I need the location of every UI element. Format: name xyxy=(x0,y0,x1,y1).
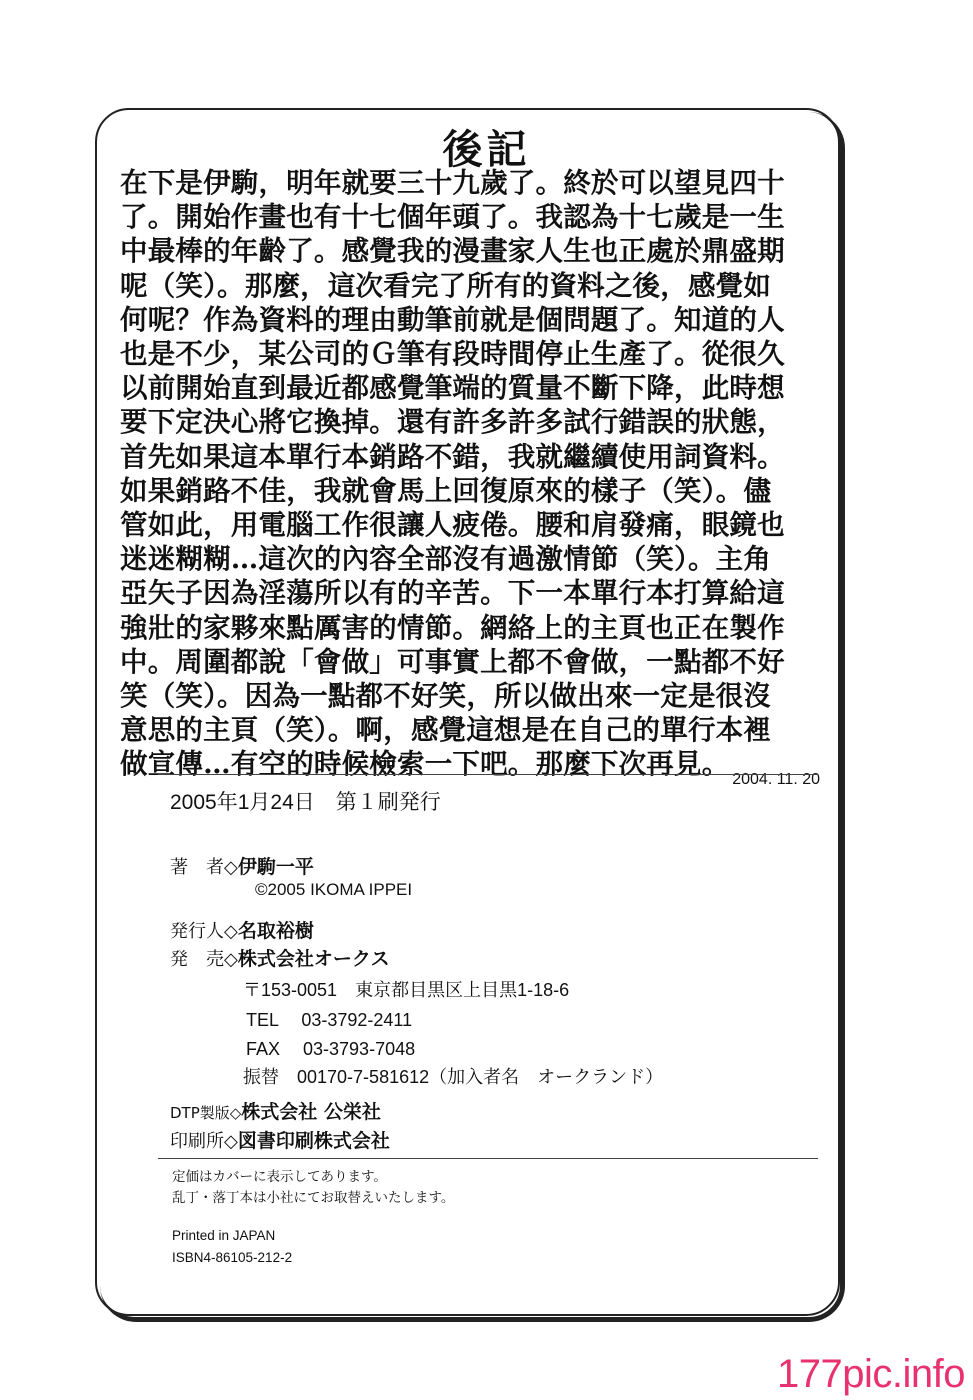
afterword-line: 如果銷路不佳，我就會馬上回復原來的樣子（笑）。儘 xyxy=(120,474,772,507)
afterword-date: 2004. 11. 20 xyxy=(732,771,820,788)
publisher-label: 発行人◇ xyxy=(170,921,238,942)
afterword-line: 了。開始作畫也有十七個年頭了。我認為十七歲是一生 xyxy=(120,201,785,234)
printer-name: 図書印刷株式会社 xyxy=(237,1130,390,1152)
afterword-line: 中最棒的年齡了。感覺我的漫畫家人生也正處於鼎盛期 xyxy=(120,235,785,268)
afterword-line: 在下是伊駒，明年就要三十九歲了。終於可以望見四十 xyxy=(120,167,785,199)
address: 〒153-0051 東京都目黒区上目黒1-18-6 xyxy=(243,980,570,1000)
seller-label: 発 売◇ xyxy=(170,949,238,970)
afterword-line: 迷迷糊糊…這次的內容全部沒有過激情節（笑）。主角 xyxy=(120,543,772,576)
afterword-line: 何呢？作為資料的理由動筆前就是個問題了。知道的人 xyxy=(120,303,785,336)
author-row xyxy=(170,852,314,879)
afterword-line: 亞矢子因為淫蕩所以有的辛苦。下一本單行本打算給這 xyxy=(120,577,785,610)
afterword-line: 笑（笑）。因為一點都不好笑，所以做出來一定是很沒 xyxy=(120,680,772,713)
printed-in: Printed in JAPAN xyxy=(172,1228,276,1243)
watermark-text: 177pic.info xyxy=(777,1352,965,1396)
afterword-body xyxy=(120,166,820,782)
issue-date: 2005年1月24日 第１刷発行 xyxy=(170,791,441,814)
divider xyxy=(158,1158,818,1159)
seller-row xyxy=(170,944,390,971)
author-name: 伊駒一平 xyxy=(237,856,314,878)
afterword-line: 強壯的家夥來點厲害的情節。網絡上的主頁也正在製作 xyxy=(120,611,785,644)
price-notice: 定価はカバーに表示してあります。 xyxy=(172,1169,387,1184)
afterword-title: 後記 xyxy=(442,126,531,173)
afterword-line: 做宣傳…有空的時候檢索一下吧。那麼下次再見。 xyxy=(120,748,730,781)
afterword-line: 首先如果這本單行本銷路不錯，我就繼續使用詞資料。 xyxy=(120,440,785,473)
publisher-row xyxy=(170,916,314,943)
afterword-line: 管如此，用電腦工作很讓人疲倦。腰和肩發痛，眼鏡也 xyxy=(120,509,785,542)
publisher-name: 名取裕樹 xyxy=(237,920,314,942)
divider xyxy=(158,774,818,775)
replacement-notice: 乱丁・落丁本は小社にてお取替えいたします。 xyxy=(172,1190,455,1205)
transfer-account: 振替 00170-7-581612（加入者名 オークランド） xyxy=(243,1067,664,1087)
fax: FAX 03-3793-7048 xyxy=(246,1039,416,1059)
seller-name: 株式会社オークス xyxy=(237,948,390,970)
printer-label: 印刷所◇ xyxy=(170,1131,238,1152)
afterword-line: 以前開始直到最近都感覺筆端的質量不斷下降，此時想 xyxy=(120,372,785,405)
author-label: 著 者◇ xyxy=(170,857,238,878)
copyright: ©2005 IKOMA IPPEI xyxy=(255,880,413,899)
dtp-name: 株式会社 公栄社 xyxy=(241,1101,381,1123)
afterword-line: 要下定決心將它換掉。還有許多許多試行錯誤的狀態， xyxy=(120,406,785,439)
dtp-row xyxy=(170,1097,381,1124)
tel: TEL 03-3792-2411 xyxy=(246,1010,413,1030)
isbn: ISBN4-86105-212-2 xyxy=(172,1250,293,1265)
afterword-line: 也是不少，某公司的Ｇ筆有段時間停止生產了。從很久 xyxy=(120,338,785,371)
afterword-line: 呢（笑）。那麼，這次看完了所有的資料之後，感覺如 xyxy=(120,269,772,302)
afterword-line: 意思的主頁（笑）。啊，感覺這想是在自己的單行本裡 xyxy=(120,714,772,747)
printer-row xyxy=(170,1126,390,1153)
dtp-label: DTP製版◇ xyxy=(170,1104,242,1122)
afterword-line: 中。周圍都說「會做」可事實上都不會做，一點都不好 xyxy=(120,645,785,678)
